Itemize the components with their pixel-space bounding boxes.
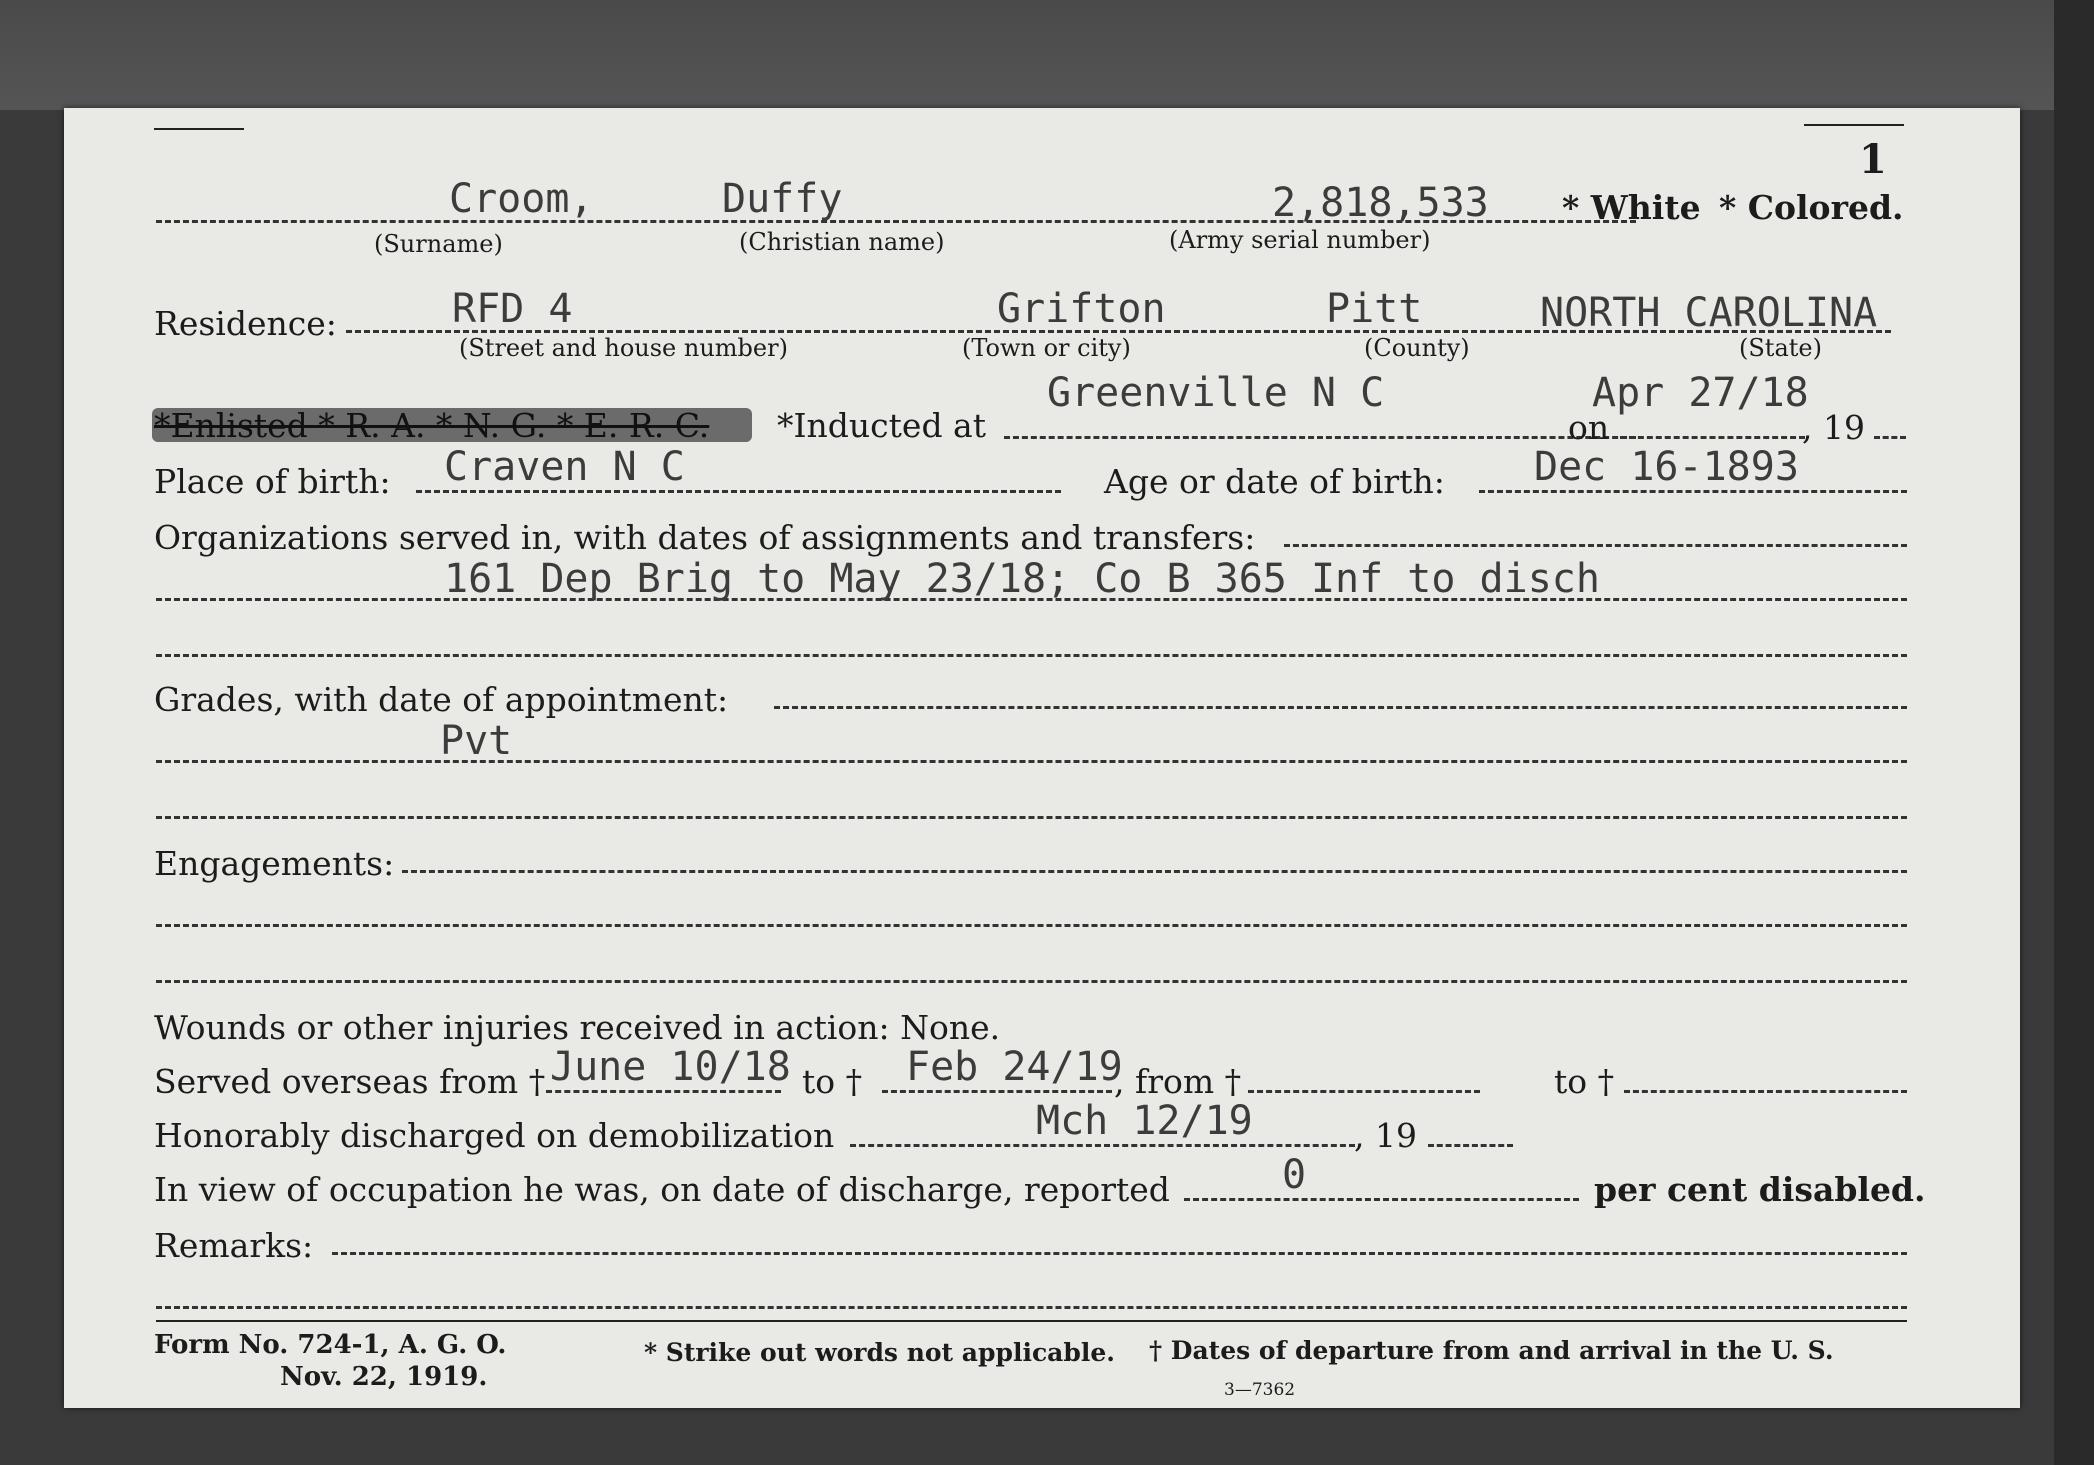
serial-number-value: 2,818,533 bbox=[1272, 180, 1489, 226]
draft-record-card bbox=[64, 108, 2020, 1408]
age-label: Age or date of birth: bbox=[1104, 462, 1445, 501]
inducted-year-suffix: , 19 bbox=[1802, 408, 1865, 447]
engagements-line-2 bbox=[156, 924, 1907, 927]
engagements-label: Engagements: bbox=[154, 844, 395, 883]
discharge-year-line bbox=[1428, 1144, 1513, 1147]
colored-label: * Colored. bbox=[1719, 188, 1904, 227]
county-value: Pitt bbox=[1326, 286, 1423, 332]
disability-line bbox=[1184, 1198, 1579, 1201]
town-caption: (Town or city) bbox=[962, 334, 1131, 362]
christian-name-value: Duffy bbox=[722, 176, 843, 222]
state-caption: (State) bbox=[1739, 334, 1822, 362]
white-label: * White bbox=[1562, 188, 1701, 227]
overseas-to-line bbox=[882, 1090, 1112, 1093]
overseas-to-value: Feb 24/19 bbox=[906, 1044, 1123, 1090]
overseas-from-line bbox=[546, 1090, 781, 1093]
occupation-label: In view of occupation he was, on date of discharge, reported bbox=[154, 1170, 1170, 1209]
inducted-label: *Inducted at bbox=[777, 406, 986, 445]
birth-place-label: Place of birth: bbox=[154, 462, 391, 501]
state-value: NORTH CAROLINA bbox=[1540, 290, 1878, 336]
second-from-line bbox=[1248, 1090, 1480, 1093]
second-to-label: to † bbox=[1554, 1062, 1615, 1101]
grades-label: Grades, with date of appointment: bbox=[154, 680, 729, 719]
organizations-label: Organizations served in, with dates of assignments and transfers: bbox=[154, 518, 1256, 557]
organizations-value: 161 Dep Brig to May 23/18; Co B 365 Inf to disch bbox=[444, 556, 1600, 602]
top-left-rule bbox=[154, 128, 244, 130]
print-code: 3—7362 bbox=[1224, 1380, 1296, 1400]
organizations-line-3 bbox=[156, 654, 1907, 657]
engagements-line-1 bbox=[402, 870, 1907, 873]
discharged-label: Honorably discharged on demobilization bbox=[154, 1116, 835, 1155]
scanner-background bbox=[0, 0, 2094, 110]
engagements-line-3 bbox=[156, 980, 1907, 983]
on-label: on bbox=[1568, 408, 1610, 447]
scanner-edge bbox=[2054, 0, 2094, 1465]
grades-value: Pvt bbox=[440, 718, 513, 764]
serial-number-caption: (Army serial number) bbox=[1169, 226, 1431, 254]
birth-place-value: Craven N C bbox=[444, 444, 685, 490]
grades-line-2 bbox=[156, 760, 1907, 763]
form-date: Nov. 22, 1919. bbox=[280, 1362, 488, 1392]
remarks-line-1 bbox=[332, 1252, 1907, 1255]
county-caption: (County) bbox=[1364, 334, 1470, 362]
top-right-rule bbox=[1804, 124, 1904, 126]
discharge-year-suffix: , 19 bbox=[1354, 1116, 1417, 1155]
surname-caption: (Surname) bbox=[374, 230, 503, 258]
birth-place-line bbox=[416, 490, 1061, 493]
surname-value: Croom, bbox=[449, 176, 594, 222]
grades-line-3 bbox=[156, 816, 1907, 819]
strike-out-note: * Strike out words not applicable. bbox=[644, 1338, 1115, 1367]
second-from-label: , from † bbox=[1114, 1062, 1242, 1101]
footer-rule bbox=[156, 1320, 1907, 1322]
wounds-label: Wounds or other injuries received in action: None. bbox=[154, 1008, 1001, 1047]
street-value: RFD 4 bbox=[452, 286, 573, 332]
remarks-line-2 bbox=[156, 1306, 1907, 1309]
form-number: Form No. 724-1, A. G. O. bbox=[154, 1330, 507, 1360]
organizations-line-1 bbox=[1284, 544, 1907, 547]
dagger-note: † Dates of departure from and arrival in the U. S. bbox=[1149, 1336, 1834, 1365]
inducted-year-line bbox=[1874, 436, 1906, 439]
inducted-place-line bbox=[1004, 436, 1636, 439]
disability-value: 0 bbox=[1282, 1152, 1307, 1198]
town-value: Grifton bbox=[997, 286, 1166, 332]
birth-date-value: Dec 16-1893 bbox=[1534, 444, 1799, 490]
percent-disabled-label: per cent disabled. bbox=[1594, 1170, 1926, 1209]
birth-date-line bbox=[1479, 490, 1907, 493]
inducted-place-value: Greenville N C bbox=[1047, 370, 1385, 416]
overseas-to-label: to † bbox=[802, 1062, 863, 1101]
inducted-date-line bbox=[1620, 436, 1805, 439]
second-to-line bbox=[1624, 1090, 1907, 1093]
overseas-label: Served overseas from † bbox=[154, 1062, 546, 1101]
discharge-date-value: Mch 12/19 bbox=[1036, 1098, 1253, 1144]
remarks-label: Remarks: bbox=[154, 1226, 314, 1265]
enlisted-label: *Enlisted * R. A. * N. G. * E. R. C. bbox=[154, 406, 710, 445]
christian-name-caption: (Christian name) bbox=[739, 228, 945, 256]
grades-line-1 bbox=[774, 706, 1907, 709]
inducted-date-value: Apr 27/18 bbox=[1592, 370, 1809, 416]
overseas-from-value: June 10/18 bbox=[550, 1044, 791, 1090]
residence-label: Residence: bbox=[154, 304, 337, 343]
page-number: 1 bbox=[1859, 136, 1887, 183]
street-caption: (Street and house number) bbox=[459, 334, 788, 362]
discharge-date-line bbox=[850, 1144, 1355, 1147]
